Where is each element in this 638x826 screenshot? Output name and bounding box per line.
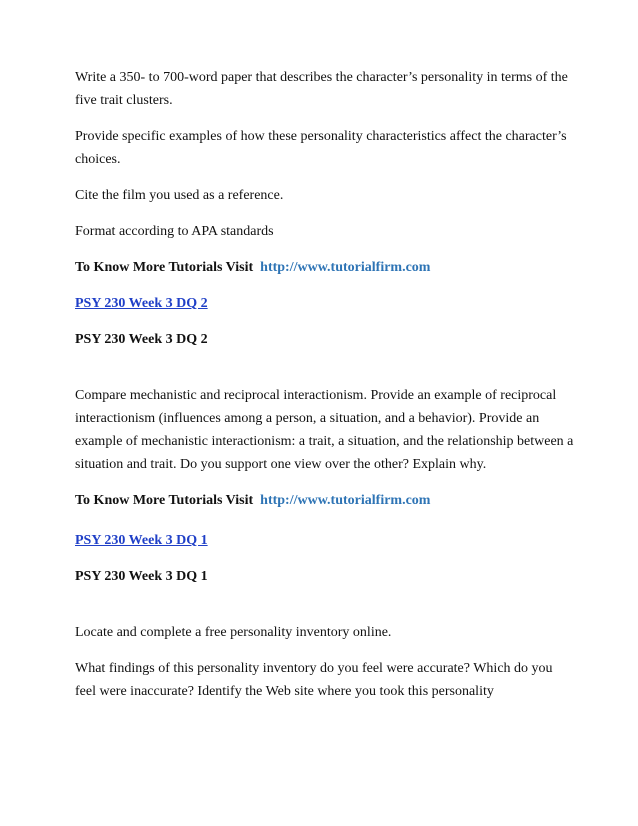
- assignment-paragraph-1: Write a 350- to 700-word paper that describes the character’s personality in terms of the five trait clusters.: [75, 70, 568, 108]
- dq2-link[interactable]: PSY 230 Week 3 DQ 2: [75, 296, 208, 311]
- dq1-link-line: [75, 529, 575, 552]
- dq1-link[interactable]: PSY 230 Week 3 DQ 1: [75, 533, 208, 548]
- dq1-heading: PSY 230 Week 3 DQ 1: [75, 569, 208, 584]
- dq1-body-2: What findings of this personality inventory do you feel were accurate? Which do you feel were inaccurate? Identify the Web site where you took this personality: [75, 661, 553, 699]
- assignment-paragraph-2: Provide specific examples of how these personality characteristics affect the character’s choices.: [75, 129, 567, 167]
- promo-label: To Know More Tutorials Visit: [75, 493, 254, 508]
- promo-url-link[interactable]: http://www.tutorialfirm.com: [260, 260, 431, 275]
- dq2-heading: PSY 230 Week 3 DQ 2: [75, 332, 208, 347]
- assignment-paragraph-4: Format according to APA standards: [75, 224, 274, 239]
- dq2-body: Compare mechanistic and reciprocal interactionism. Provide an example of reciprocal interactionism (influences among a person, a situation, and a behavior). Provide an example of mechanistic interactionism: a trait, a situation, and the relationship between a situation and trait. Do you support one view over the other? Explain why.: [75, 388, 574, 472]
- dq1-body-1: Locate and complete a free personality inventory online.: [75, 625, 392, 640]
- promo-line-1: [75, 256, 575, 279]
- promo-label: To Know More Tutorials Visit: [75, 260, 254, 275]
- promo-url-link[interactable]: http://www.tutorialfirm.com: [260, 493, 431, 508]
- document-content: [75, 66, 575, 703]
- dq2-link-line: [75, 292, 575, 315]
- assignment-paragraph-3: Cite the film you used as a reference.: [75, 188, 284, 203]
- promo-line-2: [75, 489, 575, 512]
